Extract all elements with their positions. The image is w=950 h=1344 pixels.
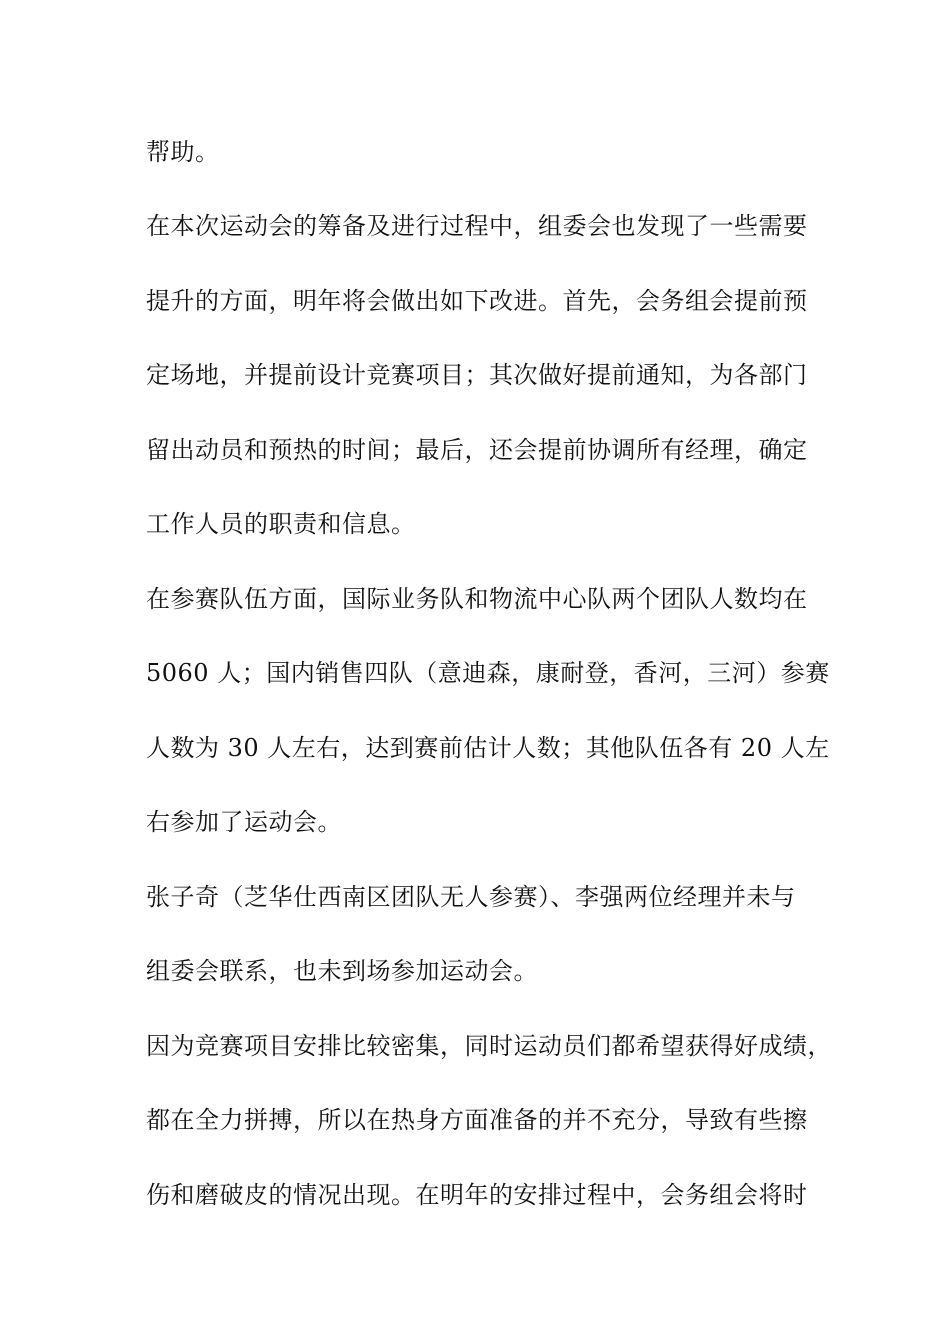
text-line-6: 工作人员的职责和信息。	[146, 510, 416, 538]
text-line-5: 留出动员和预热的时间；最后，还会提前协调所有经理，确定	[146, 436, 808, 464]
text-line-7: 在参赛队伍方面，国际业务队和物流中心队两个团队人数均在	[146, 585, 808, 613]
text-line-3: 提升的方面，明年将会做出如下改进。首先，会务组会提前预	[146, 287, 808, 315]
text-line-12: 组委会联系，也未到场参加运动会。	[146, 957, 538, 985]
text-line-4: 定场地，并提前设计竞赛项目；其次做好提前通知，为各部门	[146, 361, 808, 389]
text-line-15: 伤和磨破皮的情况出现。在明年的安排过程中，会务组会将时	[146, 1181, 808, 1209]
text-line-11: 张子奇（芝华仕西南区团队无人参赛）、李强两位经理并未与	[146, 883, 796, 911]
text-line-14: 都在全力拼搏，所以在热身方面准备的并不充分，导致有些擦	[146, 1106, 808, 1134]
text-line-2: 在本次运动会的筹备及进行过程中，组委会也发现了一些需要	[146, 212, 808, 240]
text-line-8: 5060 人；国内销售四队（意迪森，康耐登，香河，三河）参赛	[146, 659, 830, 687]
text-line-1: 帮助。	[146, 138, 220, 166]
text-line-13: 因为竞赛项目安排比较密集，同时运动员们都希望获得好成绩，	[146, 1032, 832, 1060]
text-line-9: 人数为 30 人左右，达到赛前估计人数；其他队伍各有 20 人左	[146, 734, 830, 762]
text-line-10: 右参加了运动会。	[146, 808, 342, 836]
